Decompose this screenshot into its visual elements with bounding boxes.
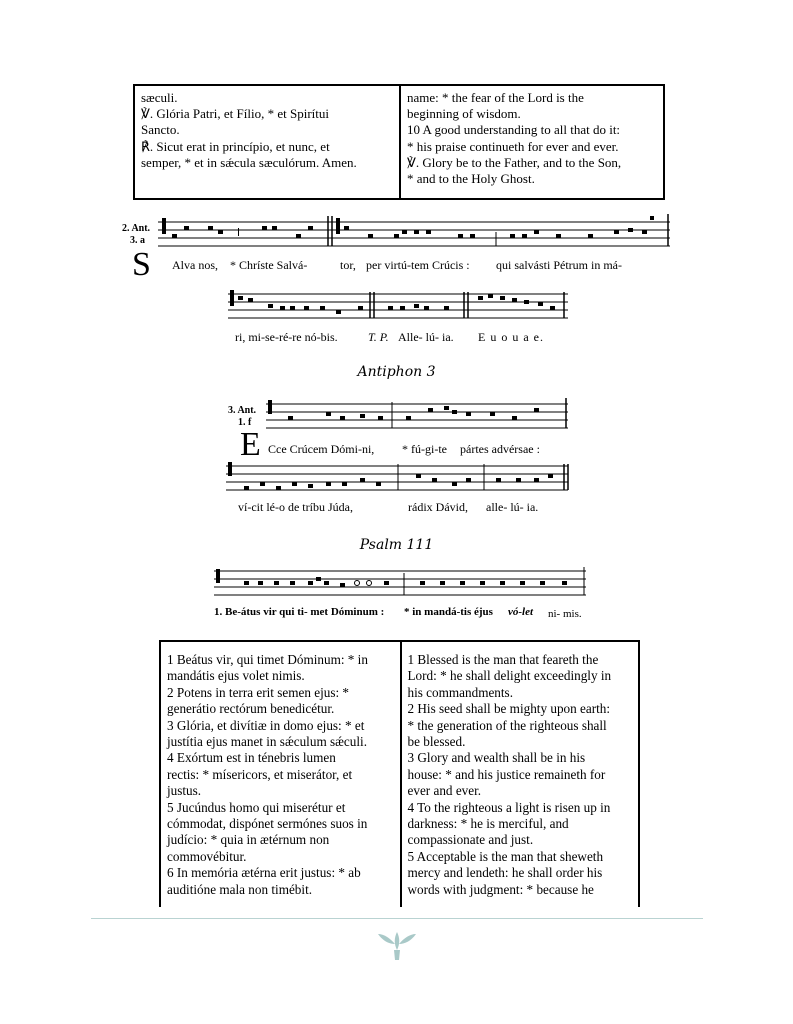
english-line: house: * and his justice remaineth for: [407, 766, 606, 782]
lyric: E u o u a e.: [478, 330, 544, 344]
lyric: 1. Be-átus vir qui ti- met Dóminum :: [214, 606, 385, 618]
chant-staff-lines: [158, 222, 670, 252]
english-line: words with judgment: * because he: [407, 881, 594, 897]
latin-line: 6 In memória ætérna erit justus: * ab: [167, 865, 361, 881]
lyric: T. P.: [368, 330, 389, 344]
lyric: * fú-gi-te: [402, 442, 447, 456]
english-line: 3 Glory and wealth shall be in his: [407, 750, 586, 766]
latin-line: 3 Glória, et divítiæ in domo ejus: * et: [167, 717, 365, 733]
english-line: darkness: * he is merciful, and: [407, 816, 569, 832]
english-line: ever and ever.: [407, 783, 482, 799]
latin-line: mandátis ejus volet nimis.: [167, 668, 305, 684]
chant-staff-lines: [266, 404, 572, 434]
english-line: ℣. Glory be to the Father, and to the Son,: [407, 154, 622, 170]
english-line: 1 Blessed is the man that feareth the: [407, 652, 599, 667]
latin-line: commovébitur.: [167, 848, 247, 864]
latin-line: judício: * quia in ætérnum non: [167, 832, 330, 848]
english-column: [399, 86, 663, 198]
latin-line: sæculi.: [141, 90, 178, 105]
latin-column: [135, 86, 399, 198]
lyric: Alva nos,: [172, 258, 218, 272]
english-line: * his praise continueth for ever and ever.: [407, 138, 619, 154]
lyric: * in mandá-tis éjus: [404, 606, 493, 618]
antiphon2-mode: 3. a: [130, 235, 145, 246]
lyric: vó-let: [508, 606, 534, 618]
english-line: beginning of wisdom.: [407, 106, 521, 122]
latin-line: 4 Exórtum est in ténebris lumen: [167, 750, 336, 766]
chant-staff-lines: [214, 571, 588, 601]
english-line: 4 To the righteous a light is risen up in: [407, 799, 611, 815]
english-line: 5 Acceptable is the man that sheweth: [407, 848, 604, 864]
lyric: ri, mi-se-ré-re nó-bis.: [235, 330, 338, 344]
latin-line: justus.: [167, 783, 202, 799]
latin-line: ℟. Sicut erat in princípio, et nunc, et: [141, 138, 330, 154]
lyric: pártes advérsae :: [460, 442, 540, 456]
antiphon3-mode: 1. f: [238, 417, 252, 428]
latin-line: rectis: * mísericors, et miserátor, et: [167, 766, 353, 782]
lyric: * Chríste Salvá-: [230, 258, 308, 272]
english-line: 2 His seed shall be mighty upon earth:: [407, 701, 611, 717]
psalm-111-table: [159, 640, 640, 907]
antiphon2-staff-1: [158, 222, 670, 252]
lyric: qui salvásti Pétrum in má-: [496, 258, 622, 272]
fleur-ornament-icon: [376, 928, 418, 967]
english-line: Lord: * he shall delight exceedingly in: [407, 668, 612, 684]
latin-line: Sancto.: [141, 122, 180, 138]
latin-column: [161, 642, 400, 907]
antiphon3-heading: Antiphon 3: [357, 364, 436, 380]
latin-line: cómmodat, dispónet sermónes suos in: [167, 816, 368, 832]
antiphon2-initial: S: [132, 246, 151, 283]
psalm-heading: Psalm 111: [359, 537, 434, 553]
english-line: be blessed.: [407, 734, 466, 750]
lyric: per virtú-tem Crúcis :: [366, 258, 470, 272]
gloria-patri-table: [133, 84, 665, 200]
lyric: rádix Dávid,: [408, 500, 468, 514]
antiphon2-staff-2: [228, 294, 568, 324]
latin-line: auditióne mala non timébit.: [167, 881, 313, 897]
latin-line: 1 Beátus vir, qui timet Dóminum: * in: [167, 652, 368, 667]
antiphon3-initial: E: [240, 426, 261, 463]
english-line: name: * the fear of the Lord is the: [407, 90, 584, 105]
lyric: ví-cit lé-o de tríbu Júda,: [238, 500, 353, 514]
latin-line: 2 Potens in terra erit semen ejus: *: [167, 684, 350, 700]
english-line: his commandments.: [407, 684, 513, 700]
latin-line: generátio rectórum benedicétur.: [167, 701, 335, 717]
latin-line: semper, * et in sǽcula sæculórum. Amen.: [141, 154, 357, 170]
antiphon2-label: 2. Ant.: [122, 223, 151, 234]
chant-staff-lines: [228, 294, 568, 324]
english-line: * and to the Holy Ghost.: [407, 171, 535, 187]
lyric: alle- lú- ia.: [486, 500, 539, 514]
latin-line: ℣. Glória Patri, et Fílio, * et Spirítui: [141, 106, 329, 122]
antiphon3-staff-1: [266, 404, 572, 434]
antiphon3-label: 3. Ant.: [228, 405, 257, 416]
chant-staff-lines: [226, 466, 572, 496]
english-column: [400, 642, 639, 907]
english-line: mercy and lendeth: he shall order his: [407, 865, 603, 881]
antiphon3-staff-2: [226, 466, 572, 496]
lyric: tor,: [340, 258, 356, 272]
psalm-tone-staff: [214, 571, 588, 601]
footer-rule: [91, 918, 703, 919]
lyric: Cce Crúcem Dómi-ni,: [268, 442, 375, 456]
lyric: Alle- lú- ia.: [398, 330, 454, 344]
english-line: * the generation of the righteous shall: [407, 717, 607, 733]
lyric: ni- mis.: [548, 608, 582, 620]
english-line: 10 A good understanding to all that do it:: [407, 122, 621, 138]
latin-line: justítia ejus manet in sǽculum sǽculi.: [167, 734, 367, 750]
english-line: compassionate and just.: [407, 832, 534, 848]
latin-line: 5 Jucúndus homo qui miserétur et: [167, 799, 346, 815]
